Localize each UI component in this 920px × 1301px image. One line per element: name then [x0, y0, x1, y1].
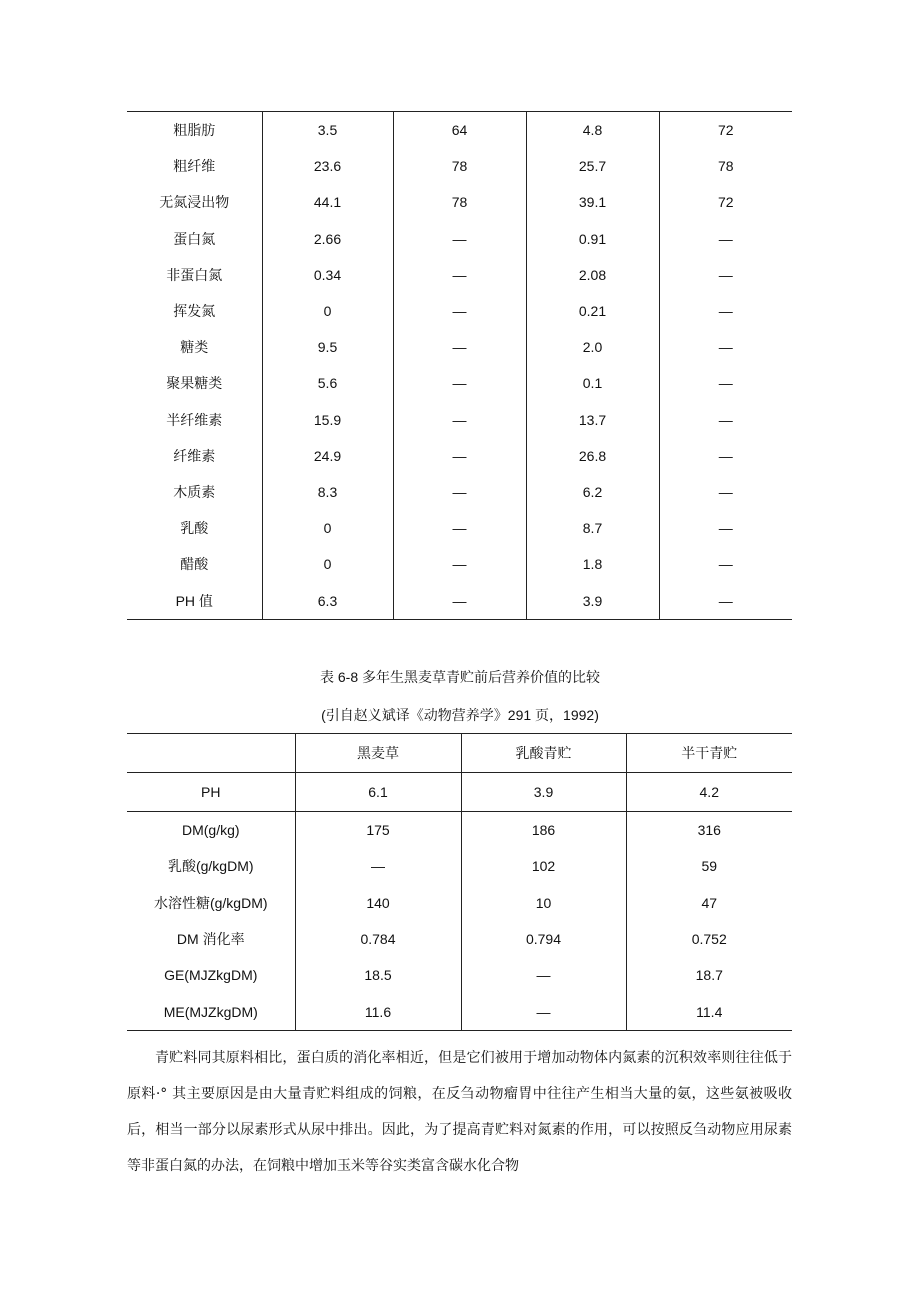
- table-cell: —: [659, 329, 792, 365]
- table-caption: 表 6-8 多年生黑麦草青贮前后营养价值的比较: [319, 669, 600, 685]
- table-cell: 0.91: [526, 221, 659, 257]
- table-cell: —: [295, 848, 461, 884]
- table-cell: —: [659, 582, 792, 619]
- table-row: [127, 402, 792, 438]
- table-cell: —: [393, 402, 526, 438]
- table-cell: —: [659, 365, 792, 401]
- table-cell: —: [461, 957, 626, 993]
- table-cell: 39.1: [526, 184, 659, 220]
- table-cell: 26.8: [526, 438, 659, 474]
- table-cell: 0: [262, 546, 393, 582]
- table-cell: —: [393, 438, 526, 474]
- table-row: [127, 257, 792, 293]
- header-cell: 乳酸青贮: [461, 734, 626, 773]
- table-row: [127, 148, 792, 184]
- table-cell: 186: [461, 812, 626, 849]
- table-cell: —: [393, 365, 526, 401]
- table-cell: 3.9: [526, 582, 659, 619]
- table-cell: 78: [659, 148, 792, 184]
- table-row: [127, 438, 792, 474]
- row-label: 非蛋白氮: [166, 266, 223, 283]
- table-cell: 64: [393, 112, 526, 149]
- row-label: 粗纤维: [173, 158, 216, 175]
- table-cell: 18.5: [295, 957, 461, 993]
- table-row: [127, 885, 792, 921]
- table-cell: 72: [659, 112, 792, 149]
- table-cell: 0.784: [295, 921, 461, 957]
- table-cell: 72: [659, 184, 792, 220]
- table-source: (引自赵义斌译《动物营养学》291 页，1992): [321, 707, 599, 723]
- table-cell: 0: [262, 293, 393, 329]
- table-cell: 23.6: [262, 148, 393, 184]
- table-cell: 6.2: [526, 474, 659, 510]
- table-cell: —: [659, 510, 792, 546]
- header-cell: 黑麦草: [295, 734, 461, 773]
- table-row: [127, 474, 792, 510]
- ryegrass-silage-table: [127, 733, 792, 1031]
- row-label: 挥发氮: [173, 303, 216, 320]
- header-cell: 半干青贮: [626, 734, 792, 773]
- row-label: 粗脂肪: [173, 122, 216, 139]
- table-cell: —: [659, 402, 792, 438]
- body-paragraph: 青贮料同其原料相比，蛋白质的消化率相近，但是它们被用于增加动物体内氮素的沉积效率则往往低于原料·° 其主要原因是由大量青贮料组成的饲粮，在反刍动物瘤胃中往往产生相当大量的氨，这些氨被吸收后，相当一部分以尿素形式从尿中排出。因此，为了提高青贮料对氮素的作用，可以按照反刍动物应用尿素等非蛋白氮的办法，在饲粮中增加玉米等谷实类富含碳水化合物: [127, 1050, 792, 1174]
- table-cell: 2.08: [526, 257, 659, 293]
- table-cell: 0.21: [526, 293, 659, 329]
- table-cell: 11.4: [626, 993, 792, 1030]
- row-label: 水溶性糖(g/kgDM): [153, 894, 268, 911]
- table-row: [127, 293, 792, 329]
- table-cell: 0: [262, 510, 393, 546]
- table-cell: 78: [393, 148, 526, 184]
- row-label: 木质素: [173, 483, 216, 500]
- table-row: [127, 848, 792, 884]
- table-cell: —: [393, 510, 526, 546]
- table-cell: 0.752: [626, 921, 792, 957]
- row-label: DM 消化率: [176, 931, 245, 948]
- table-row: [127, 773, 792, 812]
- table-row: [127, 812, 792, 849]
- table-cell: —: [393, 257, 526, 293]
- table-cell: 5.6: [262, 365, 393, 401]
- table-cell: 13.7: [526, 402, 659, 438]
- row-label: 糖类: [180, 339, 209, 356]
- table-cell: 4.8: [526, 112, 659, 149]
- table-cell: 2.66: [262, 221, 393, 257]
- table-cell: 4.2: [626, 773, 792, 812]
- table-cell: 6.3: [262, 582, 393, 619]
- table-cell: 15.9: [262, 402, 393, 438]
- table-header-row: [127, 734, 792, 773]
- table-row: [127, 957, 792, 993]
- table-cell: —: [659, 221, 792, 257]
- table-cell: —: [393, 221, 526, 257]
- row-label: 乳酸(g/kgDM): [167, 858, 254, 875]
- row-label: 醋酸: [180, 556, 209, 573]
- table-cell: 140: [295, 885, 461, 921]
- nutrient-table-continued: [127, 111, 792, 620]
- row-label: 无氮浸出物: [159, 194, 230, 211]
- table-row: [127, 510, 792, 546]
- table-cell: 18.7: [626, 957, 792, 993]
- table-cell: 8.3: [262, 474, 393, 510]
- table-cell: 316: [626, 812, 792, 849]
- table-cell: 0.794: [461, 921, 626, 957]
- table-cell: 8.7: [526, 510, 659, 546]
- table-cell: 2.0: [526, 329, 659, 365]
- table-cell: 25.7: [526, 148, 659, 184]
- table-cell: 44.1: [262, 184, 393, 220]
- row-label: 半纤维素: [166, 411, 223, 428]
- row-label: DM(g/kg): [181, 822, 240, 839]
- table-cell: —: [659, 293, 792, 329]
- table-cell: 3.9: [461, 773, 626, 812]
- table-cell: 11.6: [295, 993, 461, 1030]
- row-label: 纤维素: [173, 447, 216, 464]
- row-label: 蛋白氮: [173, 230, 216, 247]
- table-cell: —: [393, 474, 526, 510]
- table-row: [127, 221, 792, 257]
- table-cell: —: [659, 474, 792, 510]
- row-label: PH 值: [175, 592, 213, 609]
- table-row: [127, 329, 792, 365]
- table-row: [127, 184, 792, 220]
- row-label: 乳酸: [180, 520, 209, 537]
- table-cell: —: [659, 257, 792, 293]
- table-cell: 175: [295, 812, 461, 849]
- table-cell: —: [393, 546, 526, 582]
- table-cell: —: [659, 546, 792, 582]
- table-cell: 0.1: [526, 365, 659, 401]
- row-label: PH: [127, 773, 295, 812]
- row-label: GE(MJZkgDM): [164, 967, 258, 984]
- table-cell: 24.9: [262, 438, 393, 474]
- row-label: 聚果糖类: [166, 375, 223, 392]
- table-cell: —: [393, 329, 526, 365]
- header-cell: [127, 734, 295, 773]
- table-row: [127, 921, 792, 957]
- row-label: ME(MJZkgDM): [163, 1003, 258, 1020]
- table-row: [127, 546, 792, 582]
- table-cell: —: [393, 582, 526, 619]
- table-row: [127, 112, 792, 149]
- table-row: [127, 993, 792, 1030]
- table-cell: 6.1: [295, 773, 461, 812]
- table-cell: 47: [626, 885, 792, 921]
- table-cell: 10: [461, 885, 626, 921]
- table-cell: 3.5: [262, 112, 393, 149]
- table-cell: 0.34: [262, 257, 393, 293]
- table-row: [127, 582, 792, 619]
- table-cell: —: [393, 293, 526, 329]
- table-cell: 102: [461, 848, 626, 884]
- table-cell: 78: [393, 184, 526, 220]
- table-cell: —: [461, 993, 626, 1030]
- table-cell: 59: [626, 848, 792, 884]
- table-row: [127, 365, 792, 401]
- table-cell: —: [659, 438, 792, 474]
- table-cell: 1.8: [526, 546, 659, 582]
- table-cell: 9.5: [262, 329, 393, 365]
